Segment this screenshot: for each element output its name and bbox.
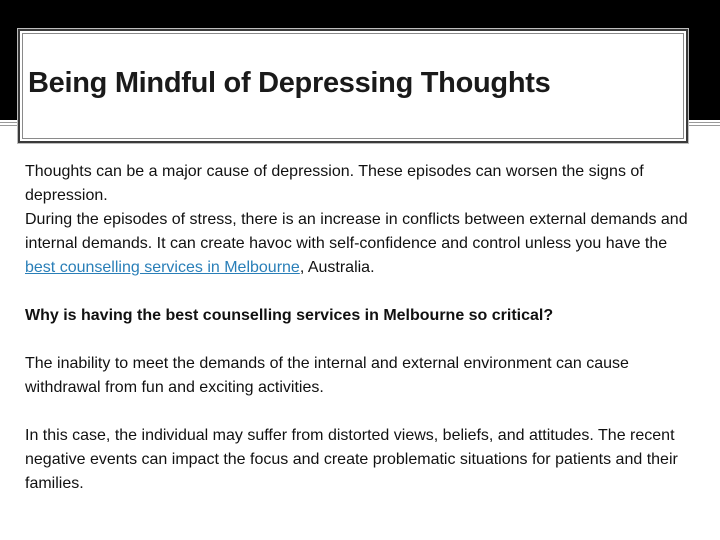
- paragraph-intro: Thoughts can be a major cause of depression. These episodes can worsen the signs of depression.: [25, 163, 644, 204]
- paragraph-withdrawal: The inability to meet the demands of the internal and external environment can cause withdrawal from fun and exciting activities.: [25, 355, 629, 396]
- paragraph-stress: [25, 208, 697, 280]
- spacer: [25, 328, 697, 352]
- spacer: [25, 400, 697, 424]
- paragraph-distorted-views: In this case, the individual may suffer from distorted views, beliefs, and attitudes. The recent negative events can impact the focus and create problematic situations for patients and their families.: [25, 427, 678, 492]
- slide-body: [25, 160, 697, 496]
- paragraph-stress-suffix: , Australia.: [299, 259, 375, 276]
- question-heading: Why is having the best counselling services in Melbourne so critical?: [25, 307, 554, 324]
- title-box: [18, 29, 688, 143]
- counselling-services-link[interactable]: best counselling services in Melbourne: [25, 259, 300, 276]
- slide-title: Being Mindful of Depressing Thoughts: [28, 67, 551, 99]
- spacer: [25, 280, 697, 304]
- paragraph-stress-text: During the episodes of stress, there is an increase in conflicts between external demands and internal demands. It can create havoc with self-confidence and control unless you have the: [25, 211, 688, 252]
